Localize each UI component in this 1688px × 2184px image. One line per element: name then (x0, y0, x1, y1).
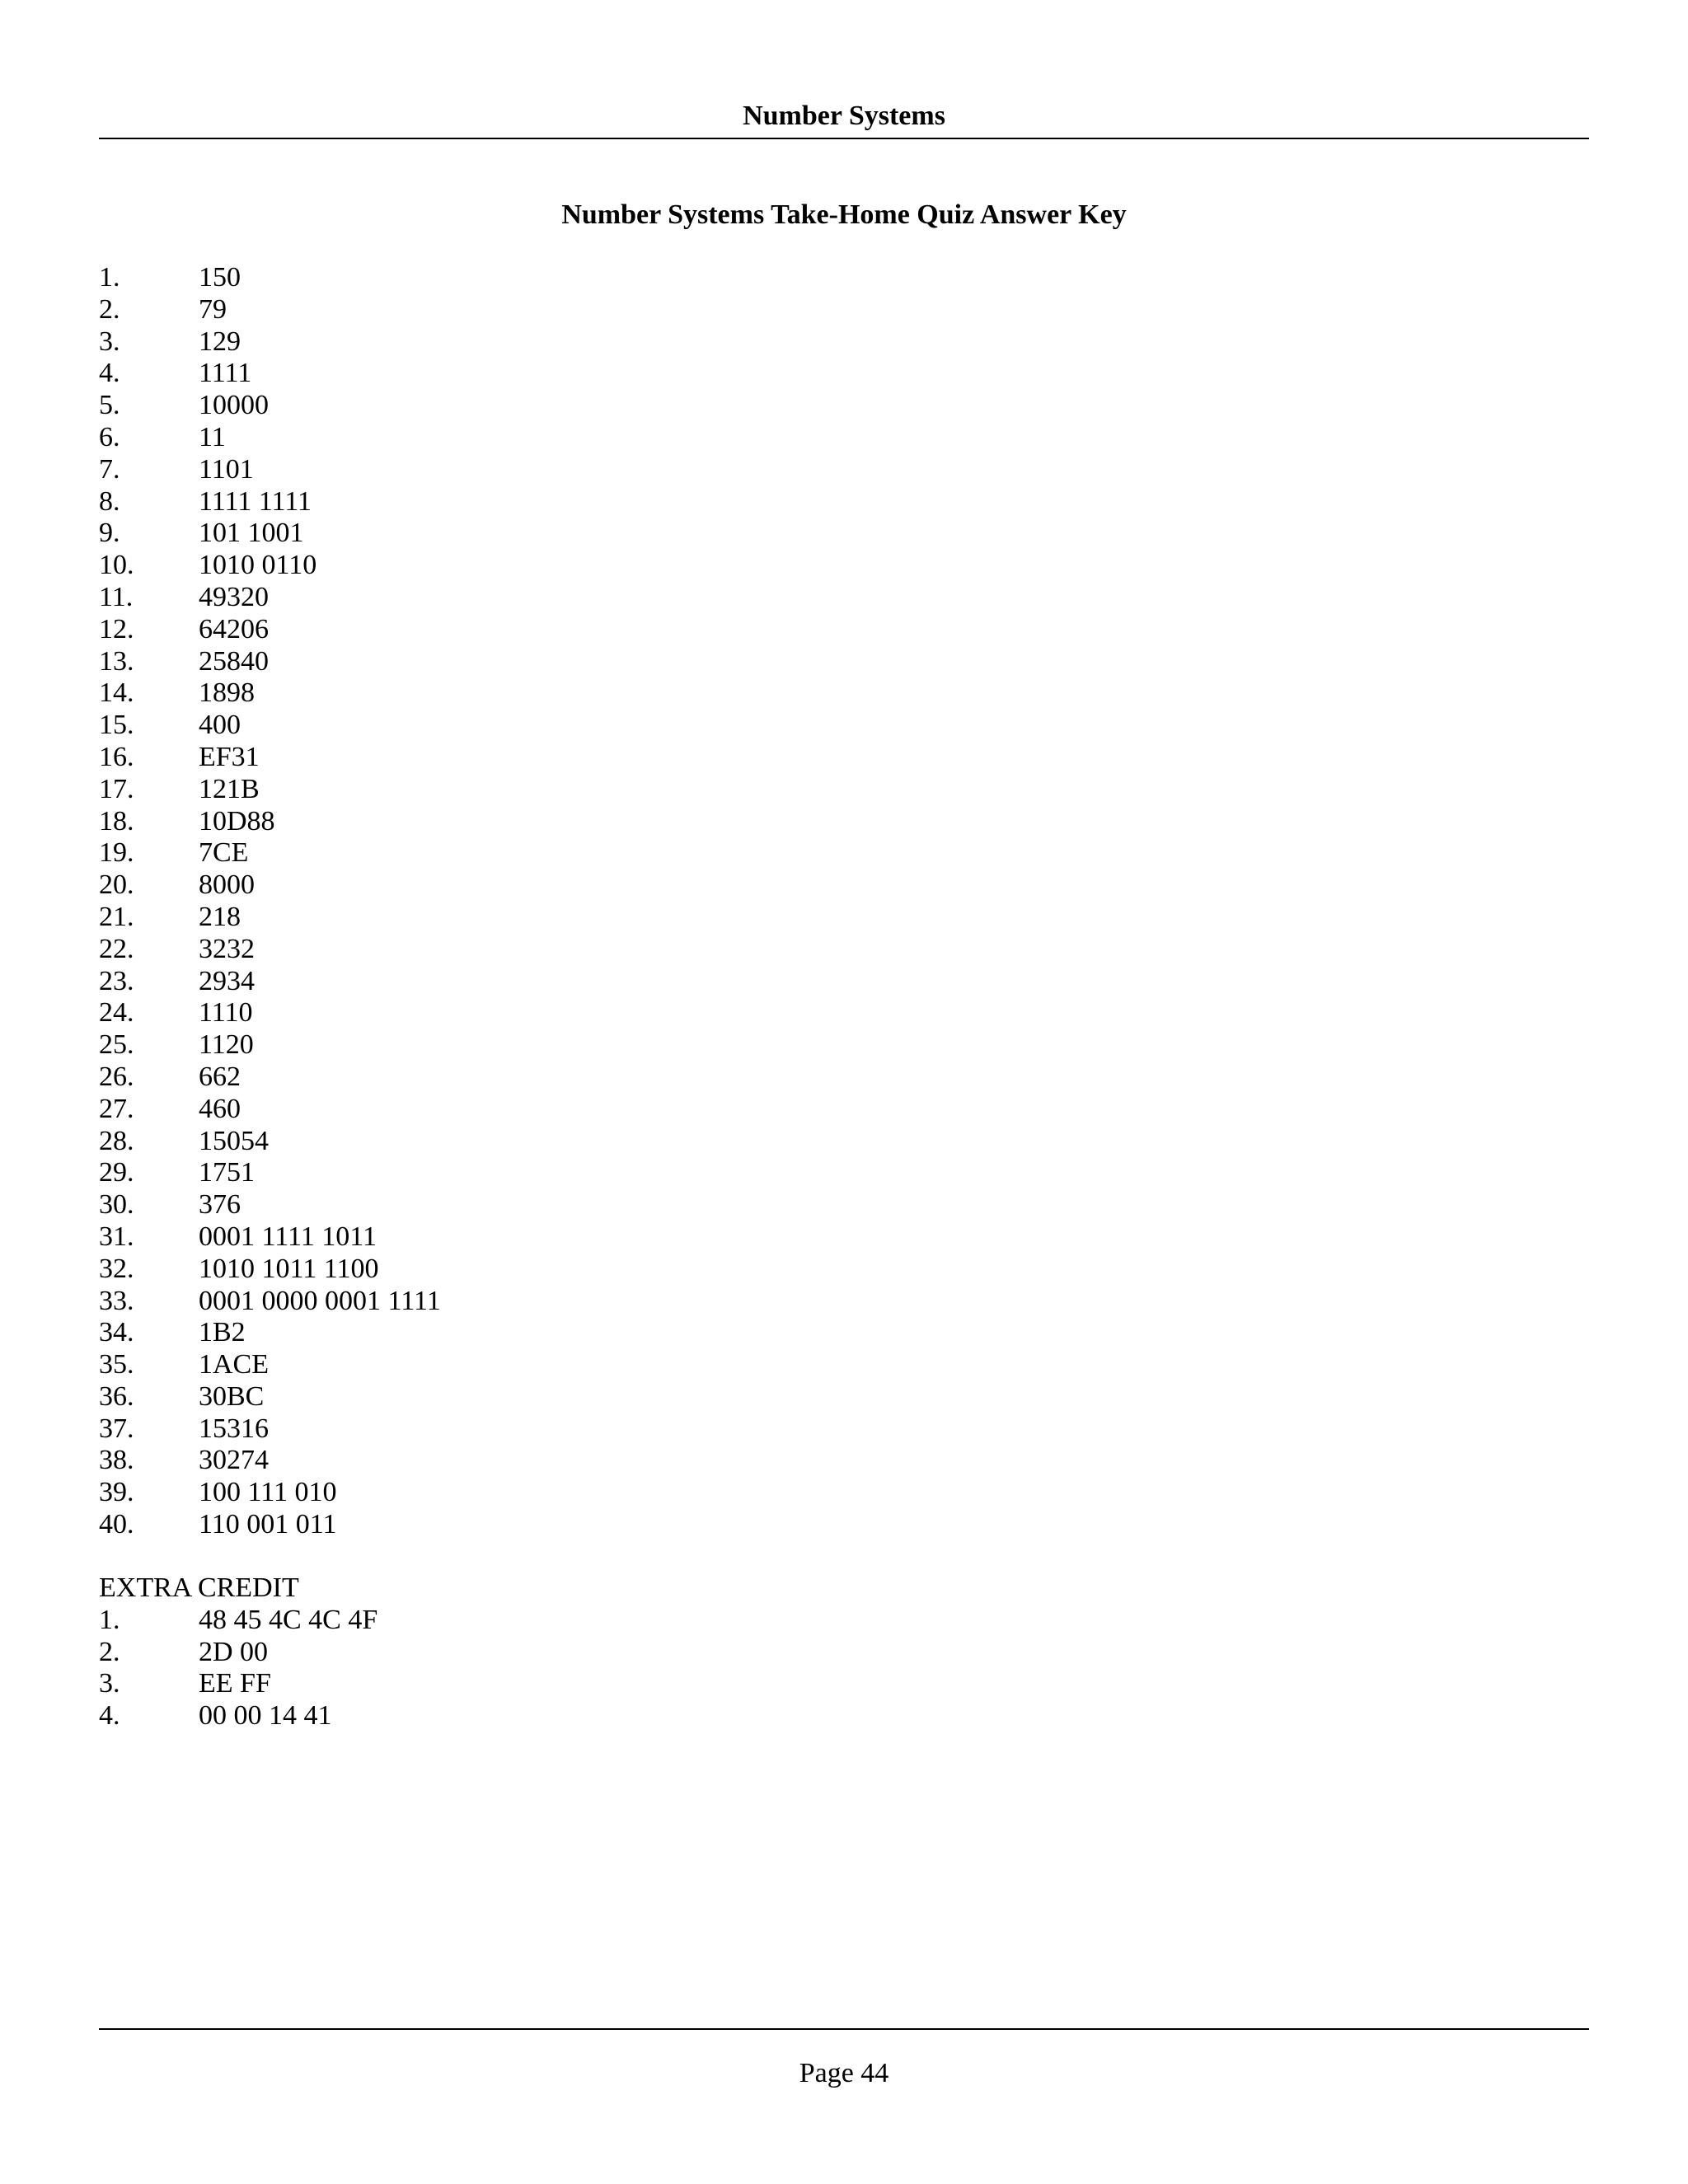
answer-row (99, 358, 1088, 390)
answer-value: 1120 (199, 1029, 254, 1061)
answer-value: 2D 00 (199, 1636, 269, 1667)
answer-number: 34. (99, 1317, 134, 1348)
answer-number: 33. (99, 1285, 134, 1316)
extra-credit-heading: EXTRA CREDIT (99, 1572, 299, 1603)
answer-number: 22. (99, 933, 134, 964)
answer-value: 1111 (199, 358, 252, 389)
answer-value: 1110 (199, 997, 253, 1029)
answer-row (99, 997, 1088, 1029)
answer-number: 38. (99, 1445, 134, 1476)
answer-number: 8. (99, 485, 120, 517)
answer-number: 17. (99, 773, 134, 804)
document-title: Number Systems Take-Home Quiz Answer Key (561, 199, 1127, 230)
answer-number: 4. (99, 358, 120, 389)
answer-row (99, 1413, 1088, 1446)
answer-number: 3. (99, 326, 120, 357)
answer-row (99, 966, 1088, 998)
answer-row (99, 1700, 1088, 1732)
answer-value: 30BC (199, 1380, 265, 1412)
answer-row (99, 742, 1088, 774)
answer-row (99, 550, 1088, 582)
answer-number: 36. (99, 1380, 134, 1412)
answer-number: 24. (99, 997, 134, 1029)
answer-number: 7. (99, 453, 120, 485)
answer-value: 10000 (199, 390, 269, 421)
answer-number: 23. (99, 965, 134, 996)
answer-number: 26. (99, 1061, 134, 1092)
answer-number: 27. (99, 1093, 134, 1124)
answer-value: 1111 1111 (199, 485, 312, 517)
answer-row (99, 837, 1088, 869)
answer-value: 30274 (199, 1445, 269, 1476)
answer-row (99, 1157, 1088, 1189)
answer-number: 35. (99, 1349, 134, 1380)
answer-value: 3232 (199, 933, 255, 964)
answer-number: 39. (99, 1477, 134, 1508)
answer-row (99, 262, 1088, 294)
answer-row (99, 869, 1088, 902)
answer-number: 11. (99, 581, 134, 612)
answer-row (99, 390, 1088, 422)
answer-row (99, 1094, 1088, 1126)
answer-row (99, 1637, 1088, 1669)
answer-number: 2. (99, 293, 120, 325)
answer-row (99, 1349, 1088, 1381)
answer-value: 662 (199, 1061, 241, 1092)
answer-value: 121B (199, 773, 260, 804)
answer-value: 7CE (199, 837, 249, 869)
answer-row (99, 1668, 1088, 1700)
answer-row (99, 1381, 1088, 1413)
answer-row (99, 1029, 1088, 1062)
answer-value: 15054 (199, 1125, 269, 1156)
answer-number: 32. (99, 1253, 134, 1284)
answer-value: 8000 (199, 869, 255, 901)
answer-value: 64206 (199, 613, 269, 644)
answer-row (99, 614, 1088, 646)
footer-rule (99, 2028, 1589, 2030)
answer-number: 13. (99, 645, 134, 677)
answer-row (99, 454, 1088, 486)
answer-value: 48 45 4C 4C 4F (199, 1604, 378, 1635)
answer-value: 0001 1111 1011 (199, 1221, 377, 1252)
answer-value: 101 1001 (199, 518, 304, 549)
answer-number: 14. (99, 677, 134, 709)
answer-number: 37. (99, 1413, 134, 1444)
answer-number: 20. (99, 869, 134, 901)
answer-number: 15. (99, 710, 134, 741)
answer-row (99, 1189, 1088, 1221)
answer-row (99, 774, 1088, 806)
running-header: Number Systems (743, 101, 945, 131)
answer-value: 376 (199, 1189, 241, 1221)
answer-number: 40. (99, 1509, 134, 1540)
answer-row (99, 1062, 1088, 1094)
answer-row (99, 582, 1088, 614)
header-rule (99, 138, 1589, 139)
answer-row (99, 1605, 1088, 1637)
answer-value: 129 (199, 326, 241, 357)
extra-credit-list (99, 1605, 1088, 1732)
answer-value: 100 111 010 (199, 1477, 337, 1508)
answer-value: 400 (199, 710, 241, 741)
answer-row (99, 1126, 1088, 1158)
answer-value: 25840 (199, 645, 269, 677)
answer-number: 4. (99, 1700, 120, 1732)
answer-row (99, 646, 1088, 678)
answer-number: 21. (99, 901, 134, 932)
answer-number: 19. (99, 837, 134, 869)
answer-value: 150 (199, 262, 241, 293)
answer-value: EF31 (199, 741, 260, 772)
answer-value: 1B2 (199, 1317, 246, 1348)
answer-row (99, 934, 1088, 966)
answer-number: 25. (99, 1029, 134, 1061)
answer-value: EE FF (199, 1668, 271, 1699)
answer-row (99, 486, 1088, 518)
answer-value: 1ACE (199, 1349, 269, 1380)
answer-value: 49320 (199, 581, 269, 612)
answer-value: 1898 (199, 677, 255, 709)
answer-value: 460 (199, 1093, 241, 1124)
answer-row (99, 710, 1088, 742)
answer-number: 2. (99, 1636, 120, 1667)
answer-number: 9. (99, 518, 120, 549)
answer-number: 29. (99, 1157, 134, 1188)
answer-row (99, 326, 1088, 359)
answer-row (99, 677, 1088, 710)
answer-row (99, 422, 1088, 454)
answer-value: 218 (199, 901, 241, 932)
answer-row (99, 1477, 1088, 1509)
answer-value: 79 (199, 293, 227, 325)
answer-number: 6. (99, 421, 120, 452)
answer-value: 11 (199, 421, 226, 452)
answer-value: 1010 0110 (199, 550, 317, 581)
answer-number: 1. (99, 1604, 120, 1635)
answer-number: 30. (99, 1189, 134, 1221)
answer-row (99, 806, 1088, 838)
answer-value: 10D88 (199, 805, 275, 837)
page-number: Page 44 (799, 2058, 889, 2088)
answer-number: 31. (99, 1221, 134, 1252)
answer-list (99, 262, 1088, 1541)
answer-row (99, 1254, 1088, 1286)
answer-number: 1. (99, 262, 120, 293)
answer-number: 5. (99, 390, 120, 421)
answer-number: 16. (99, 741, 134, 772)
answer-number: 28. (99, 1125, 134, 1156)
answer-row (99, 902, 1088, 934)
extra-credit-section (99, 1572, 1088, 1732)
answer-value: 15316 (199, 1413, 269, 1444)
answer-number: 10. (99, 550, 134, 581)
answer-value: 1751 (199, 1157, 255, 1188)
answer-value: 1101 (199, 453, 254, 485)
answer-number: 12. (99, 613, 134, 644)
answer-value: 110 001 011 (199, 1509, 337, 1540)
answer-row (99, 1317, 1088, 1349)
answer-row (99, 518, 1088, 550)
answer-row (99, 1221, 1088, 1254)
answer-row (99, 294, 1088, 326)
answer-number: 3. (99, 1668, 120, 1699)
answer-value: 2934 (199, 965, 255, 996)
answer-row (99, 1445, 1088, 1477)
answer-value: 1010 1011 1100 (199, 1253, 379, 1284)
answer-row (99, 1509, 1088, 1541)
answer-number: 18. (99, 805, 134, 837)
answer-value: 00 00 14 41 (199, 1700, 332, 1732)
answer-value: 0001 0000 0001 1111 (199, 1285, 441, 1316)
answer-row (99, 1286, 1088, 1318)
